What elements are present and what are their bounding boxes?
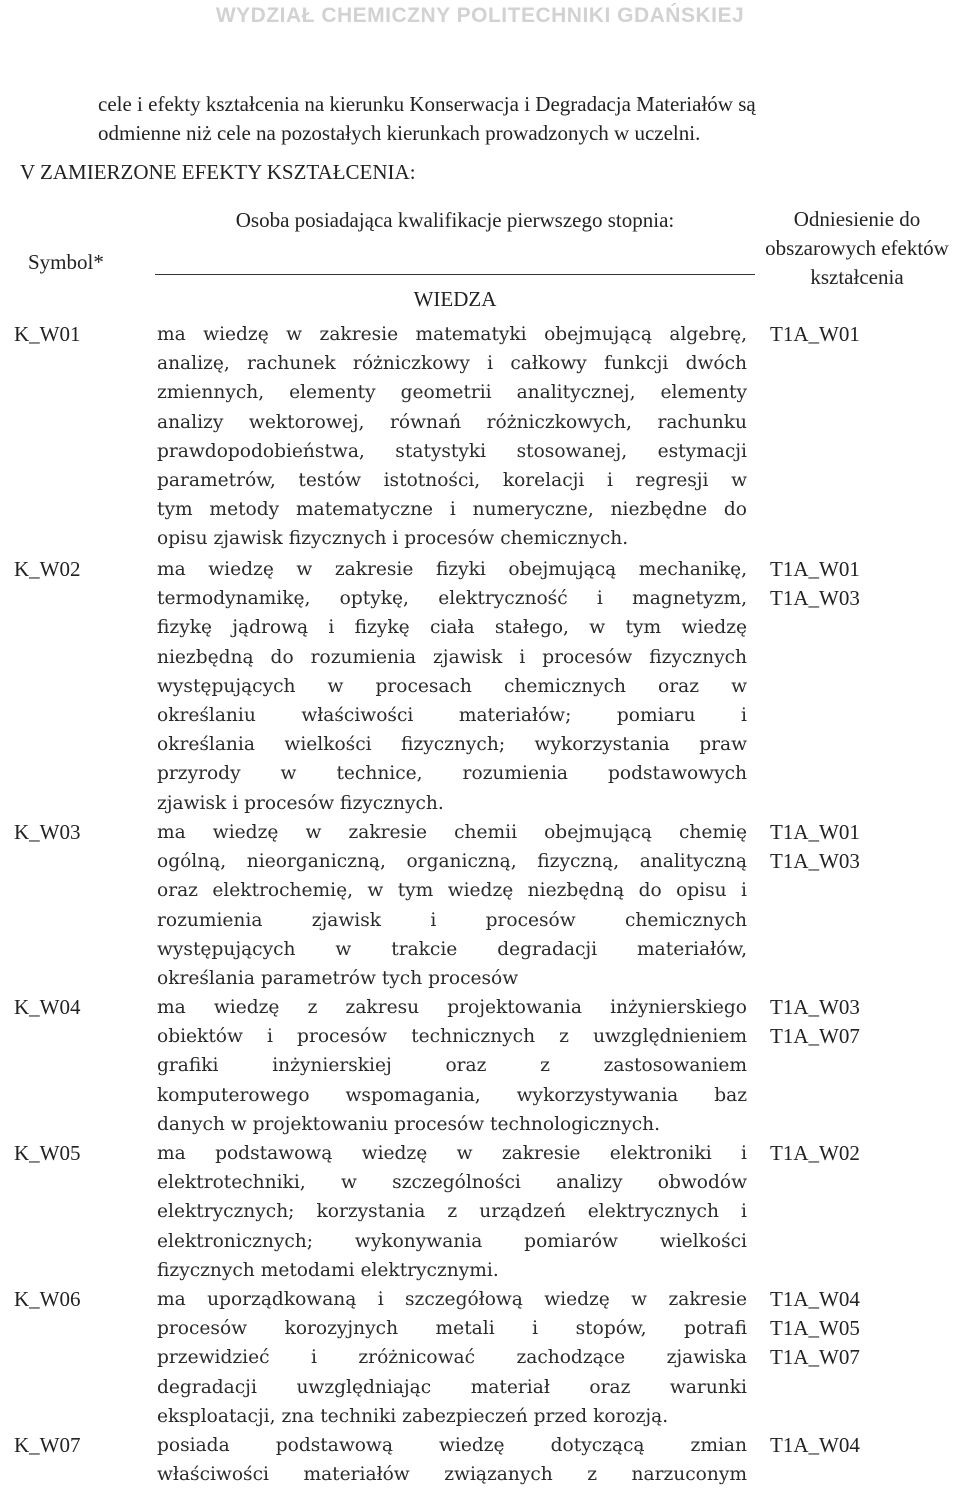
row-references — [770, 818, 860, 876]
reference-code: T1A_W07 — [770, 1024, 860, 1048]
header-symbol: Symbol* — [28, 250, 104, 274]
description-line: posiada podstawową wiedzę dotyczącą zmian — [157, 1435, 747, 1456]
description-line: elektronicznych; wykonywania pomiarów wielkości — [157, 1230, 747, 1252]
description-line: ma wiedzę z zakresu projektowania inżynierskiego — [157, 997, 747, 1018]
row-symbol: K_W01 — [14, 322, 81, 346]
header-divider — [155, 274, 755, 275]
description-line: eksploatacji, zna techniki zabezpieczeń przed korozją. — [157, 1405, 669, 1427]
intro-line: odmienne niż cele na pozostałych kierunkach prowadzonych w uczelni. — [98, 121, 701, 145]
description-line: ma uporządkowaną i szczegółową wiedzę w zakresie — [157, 1289, 747, 1310]
description-line: analizę, rachunek różniczkowy i całkowy funkcji dwóch — [157, 353, 747, 375]
row-description — [157, 993, 747, 1139]
description-line: fizycznych metodami elektrycznymi. — [157, 1259, 499, 1281]
description-line: termodynamikę, optykę, elektryczność i magnetyzm, — [157, 588, 747, 610]
row-references — [770, 1139, 860, 1168]
description-line: zmiennych, elementy geometrii analitycznej, elementy — [157, 382, 747, 404]
description-line: rozumienia zjawisk i procesów chemicznych — [157, 909, 747, 931]
description-line: określania parametrów tych procesów — [157, 968, 519, 990]
reference-code: T1A_W02 — [770, 1141, 860, 1165]
description-line: ogólną, nieorganiczną, organiczną, fizyczną, analityczną — [157, 851, 747, 873]
description-line: procesów korozyjnych metali i stopów, potrafi — [157, 1318, 747, 1340]
header-category: WIEDZA — [413, 287, 497, 311]
description-line: elektrycznych; korzystania z urządzeń elektrycznych i — [157, 1201, 747, 1223]
description-line: oraz elektrochemię, w tym wiedzę niezbędną do opisu i — [157, 880, 747, 902]
row-references — [770, 1285, 860, 1372]
reference-code: T1A_W07 — [770, 1345, 860, 1369]
description-line: degradacji uwzględniając materiał oraz warunki — [157, 1376, 747, 1398]
description-line: analizy wektorowej, równań różniczkowych, rachunku — [157, 411, 747, 433]
reference-code: T1A_W05 — [770, 1316, 860, 1340]
reference-code: T1A_W04 — [770, 1433, 860, 1457]
reference-code: T1A_W01 — [770, 322, 860, 346]
row-symbol: K_W04 — [14, 995, 81, 1019]
row-references — [770, 320, 860, 349]
description-line: grafiki inżynierskiej oraz z zastosowaniem — [157, 1055, 747, 1077]
row-description — [157, 1285, 747, 1431]
description-line: elektrotechniki, w szczególności analizy obwodów — [157, 1172, 747, 1194]
row-symbol: K_W05 — [14, 1141, 81, 1165]
header-reference: Odniesienie do obszarowych efektów kształcenia — [765, 207, 949, 289]
reference-code: T1A_W03 — [770, 586, 860, 610]
description-line: tym metody matematyczne i numeryczne, niezbędne do — [157, 499, 747, 521]
description-line: opisu zjawisk fizycznych i procesów chemicznych. — [157, 528, 629, 550]
reference-code: T1A_W04 — [770, 1287, 860, 1311]
row-symbol: K_W07 — [14, 1433, 81, 1457]
page-watermark: WYDZIAŁ CHEMICZNY POLITECHNIKI GDAŃSKIEJ — [215, 4, 745, 27]
row-description — [157, 1431, 747, 1489]
intro-paragraph — [98, 90, 956, 148]
description-line: fizykę jądrową i fizykę ciała stałego, w tym wiedzę — [157, 617, 747, 639]
description-line: właściwości materiałów związanych z narzuconym — [157, 1464, 747, 1486]
reference-code: T1A_W03 — [770, 995, 860, 1019]
intro-line: cele i efekty kształcenia na kierunku Konserwacja i Degradacja Materiałów są — [98, 92, 756, 116]
description-line: danych w projektowaniu procesów technologicznych. — [157, 1113, 661, 1135]
description-line: obiektów i procesów technicznych z uwzględnieniem — [157, 1026, 747, 1048]
row-symbol: K_W06 — [14, 1287, 81, 1311]
row-description — [157, 1139, 747, 1285]
description-line: określaniu właściwości materiałów; pomiaru i — [157, 705, 747, 727]
description-line: prawdopodobieństwa, statystyki stosowanej, estymacji — [157, 440, 747, 462]
description-line: komputerowego wspomagania, wykorzystywania baz — [157, 1084, 747, 1106]
description-line: ma wiedzę w zakresie fizyki obejmującą mechanikę, — [157, 559, 747, 580]
row-references — [770, 1431, 860, 1460]
header-person: Osoba posiadająca kwalifikacje pierwszego stopnia: — [235, 208, 675, 232]
description-line: występujących w trakcie degradacji materiałów, — [157, 938, 747, 960]
description-line: występujących w procesach chemicznych oraz w — [157, 675, 747, 697]
row-references — [770, 993, 860, 1051]
reference-code: T1A_W03 — [770, 849, 860, 873]
row-description — [157, 818, 747, 993]
description-line: określania wielkości fizycznych; wykorzystania praw — [157, 734, 747, 756]
description-line: parametrów, testów istotności, korelacji i regresji w — [157, 470, 747, 492]
reference-code: T1A_W01 — [770, 820, 860, 844]
row-description — [157, 555, 747, 818]
description-line: przewidzieć i zróżnicować zachodzące zjawiska — [157, 1347, 747, 1369]
description-line: niezbędną do rozumienia zjawisk i procesów fizycznych — [157, 646, 747, 668]
description-line: przyrody w technice, rozumienia podstawowych — [157, 763, 747, 785]
description-line: ma wiedzę w zakresie matematyki obejmującą algebrę, — [157, 324, 747, 345]
row-references — [770, 555, 860, 613]
row-symbol: K_W03 — [14, 820, 81, 844]
row-symbol: K_W02 — [14, 557, 81, 581]
section-title: V ZAMIERZONE EFEKTY KSZTAŁCENIA: — [20, 160, 416, 184]
description-line: ma wiedzę w zakresie chemii obejmującą chemię — [157, 822, 747, 843]
row-description — [157, 320, 747, 554]
reference-code: T1A_W01 — [770, 557, 860, 581]
description-line: ma podstawową wiedzę w zakresie elektroniki i — [157, 1143, 747, 1164]
description-line: zjawisk i procesów fizycznych. — [157, 792, 444, 814]
